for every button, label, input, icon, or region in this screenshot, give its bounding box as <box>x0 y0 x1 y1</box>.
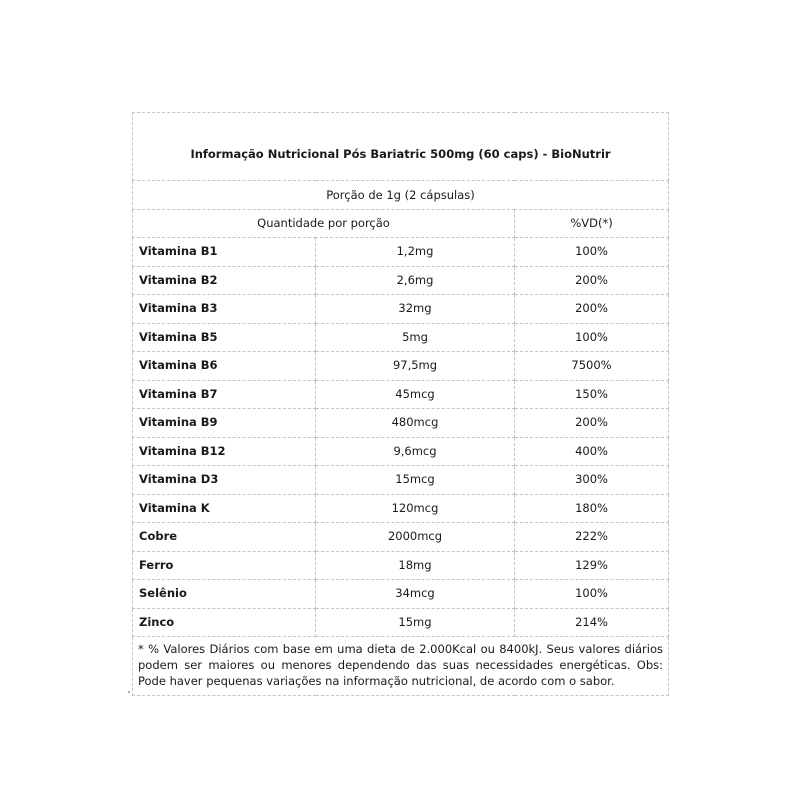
column-header-row <box>133 210 669 238</box>
nutrient-amount: 32mg <box>316 295 515 324</box>
nutrient-vd: 150% <box>515 380 669 409</box>
nutrient-name: Vitamina B5 <box>133 323 316 352</box>
nutrient-vd: 400% <box>515 437 669 466</box>
nutrient-amount: 34mcg <box>316 580 515 609</box>
nutrient-name: Vitamina B1 <box>133 238 316 267</box>
table-row <box>133 380 669 409</box>
nutrient-name: Ferro <box>133 551 316 580</box>
nutrient-name: Vitamina B2 <box>133 266 316 295</box>
table-row <box>133 323 669 352</box>
nutrient-name: Vitamina B9 <box>133 409 316 438</box>
nutrient-amount: 15mcg <box>316 466 515 495</box>
nutrient-name: Vitamina D3 <box>133 466 316 495</box>
table-row <box>133 238 669 267</box>
nutrient-vd: 222% <box>515 523 669 552</box>
nutrient-name: Selênio <box>133 580 316 609</box>
table-row <box>133 437 669 466</box>
table-row <box>133 266 669 295</box>
nutrient-vd: 129% <box>515 551 669 580</box>
nutrient-amount: 480mcg <box>316 409 515 438</box>
nutrient-vd: 180% <box>515 494 669 523</box>
nutrient-vd: 7500% <box>515 352 669 381</box>
table-title-row <box>133 113 669 181</box>
vd-header: %VD(*) <box>515 210 669 238</box>
table-row <box>133 551 669 580</box>
nutrient-vd: 100% <box>515 323 669 352</box>
footnote-text: * % Valores Diários com base em uma dieta de 2.000Kcal ou 8400kJ. Seus valores diários podem ser maiores ou menores dependendo das suas necessidades energéticas. Obs: Pode haver pequenas variações na informação nutricional, de acordo com o sabor. <box>133 637 669 696</box>
nutrient-name: Vitamina B6 <box>133 352 316 381</box>
nutrient-vd: 200% <box>515 266 669 295</box>
nutrient-vd: 100% <box>515 238 669 267</box>
nutrient-amount: 45mcg <box>316 380 515 409</box>
nutrient-amount: 2,6mg <box>316 266 515 295</box>
nutrient-amount: 120mcg <box>316 494 515 523</box>
portion-size: Porção de 1g (2 cápsulas) <box>133 181 669 210</box>
table-row <box>133 352 669 381</box>
portion-row <box>133 181 669 210</box>
table-row <box>133 608 669 637</box>
footnote-row <box>133 637 669 696</box>
nutrient-amount: 5mg <box>316 323 515 352</box>
nutrient-amount: 97,5mg <box>316 352 515 381</box>
nutrient-name: Vitamina B3 <box>133 295 316 324</box>
nutrient-vd: 100% <box>515 580 669 609</box>
nutrient-vd: 300% <box>515 466 669 495</box>
nutrient-amount: 2000mcg <box>316 523 515 552</box>
nutrient-name: Vitamina B7 <box>133 380 316 409</box>
nutrient-name: Zinco <box>133 608 316 637</box>
table-row <box>133 580 669 609</box>
table-row <box>133 494 669 523</box>
nutrition-facts-panel <box>132 112 668 696</box>
nutrient-vd: 214% <box>515 608 669 637</box>
nutrient-amount: 1,2mg <box>316 238 515 267</box>
nutrient-amount: 18mg <box>316 551 515 580</box>
nutrient-name: Cobre <box>133 523 316 552</box>
nutrient-name: Vitamina K <box>133 494 316 523</box>
nutrient-vd: 200% <box>515 295 669 324</box>
table-row <box>133 523 669 552</box>
table-row <box>133 409 669 438</box>
stray-mark <box>128 691 130 693</box>
table-title: Informação Nutricional Pós Bariatric 500mg (60 caps) - BioNutrir <box>133 113 669 181</box>
nutrient-name: Vitamina B12 <box>133 437 316 466</box>
nutrient-vd: 200% <box>515 409 669 438</box>
nutrient-amount: 15mg <box>316 608 515 637</box>
nutrition-table <box>132 112 669 696</box>
quantity-header: Quantidade por porção <box>133 210 515 238</box>
table-row <box>133 295 669 324</box>
nutrient-amount: 9,6mcg <box>316 437 515 466</box>
table-row <box>133 466 669 495</box>
